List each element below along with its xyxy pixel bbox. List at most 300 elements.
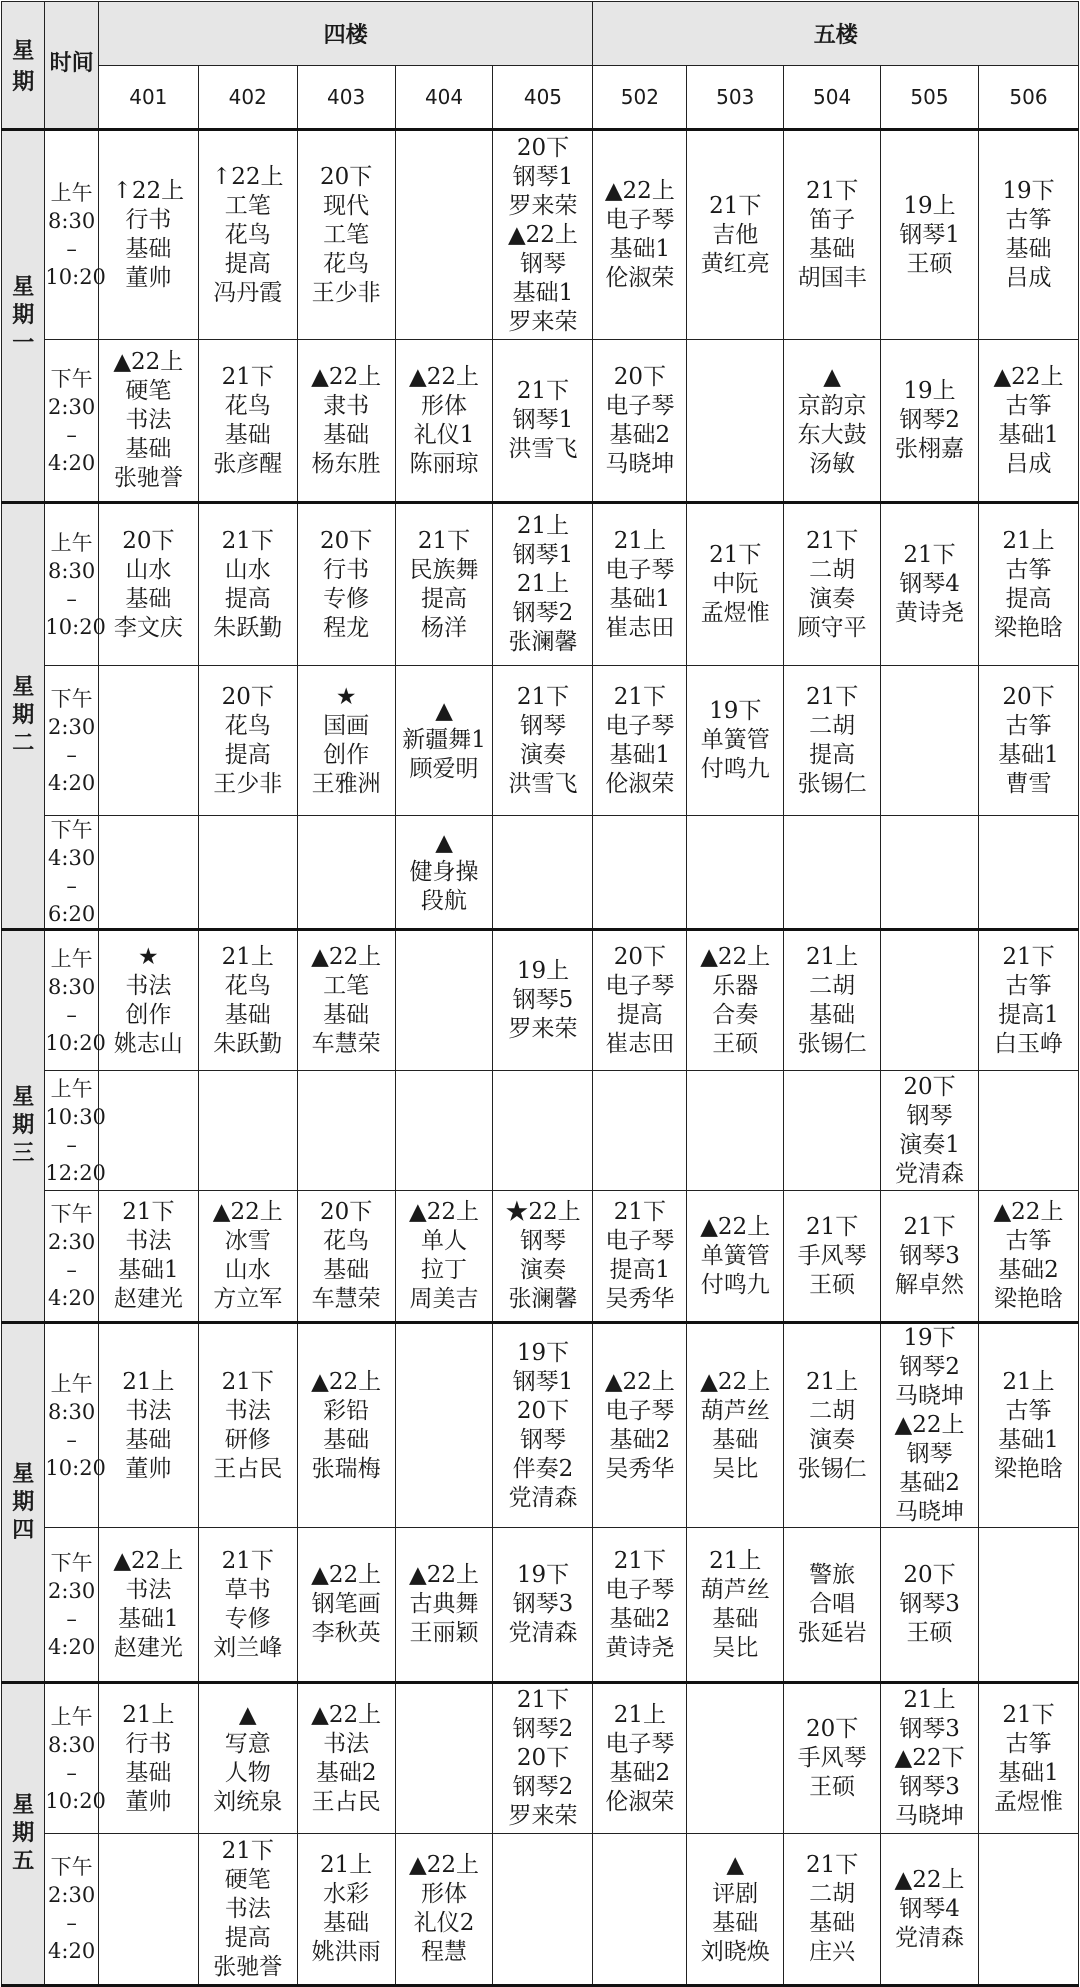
class-cell xyxy=(98,930,198,1071)
class-info-line: 形体 xyxy=(421,1881,468,1907)
class-info-line: ▲ xyxy=(238,1701,257,1728)
day-label-char: 星 xyxy=(12,675,35,700)
class-info-line: 书法 xyxy=(224,1397,271,1424)
day-header-char: 期 xyxy=(12,70,35,95)
class-cell xyxy=(395,503,493,666)
class-info-line: 基础1 xyxy=(512,279,574,306)
class-info-line: 19下 xyxy=(709,698,762,724)
class-info-line: 朱跃勤 xyxy=(213,1030,283,1057)
time-slot xyxy=(45,816,98,930)
day-column-header xyxy=(2,2,45,130)
empty-cell xyxy=(395,1683,493,1834)
class-info-line: 20下 xyxy=(613,943,666,970)
class-info-line: 花鸟 xyxy=(323,250,370,277)
class-info-line: 工笔 xyxy=(323,972,370,999)
day-label-char: 二 xyxy=(12,731,35,756)
time-line: – xyxy=(66,422,77,447)
class-cell xyxy=(784,666,881,816)
time-line: 2:30 xyxy=(48,1883,96,1907)
empty-cell xyxy=(687,340,784,503)
class-info-line: 张澜馨 xyxy=(508,1286,578,1312)
class-cell xyxy=(881,130,979,340)
class-info-line: ▲22上 xyxy=(409,1199,480,1225)
class-info-line: ▲22上 xyxy=(311,1368,382,1395)
time-line: – xyxy=(66,742,77,767)
empty-cell xyxy=(493,1834,593,1986)
class-info-line: 21上 xyxy=(613,527,666,554)
class-info-line: 工笔 xyxy=(323,221,370,248)
class-info-line: 21下 xyxy=(613,1199,666,1225)
time-slot xyxy=(45,1191,98,1323)
class-info-line: 钢琴5 xyxy=(512,987,574,1013)
time-line: 下午 xyxy=(50,1550,93,1575)
class-info-line: 二胡 xyxy=(809,972,856,999)
class-info-line: 崔志田 xyxy=(605,614,675,641)
class-info-line: 书法 xyxy=(224,1895,271,1922)
class-info-line: 提高1 xyxy=(609,1257,671,1283)
time-line: 上午 xyxy=(50,946,93,971)
class-info-line: 基础2 xyxy=(998,1257,1059,1283)
class-info-line: 基础 xyxy=(323,1257,370,1283)
class-cell xyxy=(593,1683,687,1834)
class-info-line: 21下 xyxy=(1002,943,1055,970)
class-info-line: 21下 xyxy=(805,1213,859,1240)
class-cell xyxy=(493,503,593,666)
class-cell xyxy=(784,930,881,1071)
class-info-line: 王硕 xyxy=(906,1620,953,1646)
class-info-line: 基础1 xyxy=(118,1605,179,1632)
class-info-line: 顾守平 xyxy=(797,614,867,641)
class-info-line: 刘统泉 xyxy=(213,1788,283,1815)
class-info-line: 21下 xyxy=(221,363,274,390)
class-info-line: 20下 xyxy=(805,1716,859,1742)
class-info-line: 基础 xyxy=(1005,236,1052,262)
class-info-line: 现代 xyxy=(323,192,370,219)
class-cell xyxy=(593,130,687,340)
class-info-line: 吴秀华 xyxy=(605,1455,675,1482)
day-label xyxy=(2,503,45,930)
empty-cell xyxy=(784,1071,881,1191)
class-info-line: 花鸟 xyxy=(224,221,271,248)
class-info-line: 基础 xyxy=(125,1759,172,1786)
class-info-line: 古典舞 xyxy=(409,1591,479,1617)
class-info-line: ▲22上 xyxy=(409,363,480,390)
day-label-char: 星 xyxy=(12,275,35,300)
time-line: 4:20 xyxy=(48,1634,96,1659)
empty-cell xyxy=(881,666,979,816)
class-info-line: 王少非 xyxy=(213,770,283,797)
class-info-line: 钢琴1 xyxy=(512,542,574,568)
time-line: 上午 xyxy=(50,1371,93,1396)
class-cell xyxy=(198,1528,297,1683)
class-info-line: 19上 xyxy=(903,378,956,404)
class-info-line: 电子琴 xyxy=(605,556,675,583)
class-info-line: 基础 xyxy=(125,585,172,612)
class-info-line: 手风琴 xyxy=(797,1242,867,1269)
class-info-line: 21下 xyxy=(122,1199,175,1225)
empty-cell xyxy=(978,1528,1078,1683)
class-info-line: 孟煜惟 xyxy=(700,600,770,626)
class-info-line: 电子琴 xyxy=(605,712,675,739)
class-info-line: 书法 xyxy=(125,407,172,433)
class-info-line: 钢琴 xyxy=(519,1228,566,1254)
class-info-line: ▲ xyxy=(435,698,453,724)
class-info-line: 21上 xyxy=(122,1368,175,1395)
class-cell xyxy=(198,1323,297,1528)
class-cell xyxy=(784,1323,881,1528)
class-cell xyxy=(784,130,881,340)
schedule-row xyxy=(2,1528,1079,1683)
class-info-line: 礼仪2 xyxy=(413,1910,475,1936)
class-info-line: 钢琴4 xyxy=(899,571,960,597)
day-label-char: 期 xyxy=(12,1113,35,1138)
class-info-line: 吴秀华 xyxy=(605,1286,675,1312)
class-info-line: 洪雪飞 xyxy=(508,436,578,462)
class-cell xyxy=(297,1834,395,1986)
class-info-line: 水彩 xyxy=(323,1881,370,1907)
class-info-line: 书法 xyxy=(323,1730,370,1757)
schedule-row xyxy=(2,130,1079,340)
class-info-line: ★22上 xyxy=(505,1199,581,1225)
class-cell xyxy=(593,1528,687,1683)
class-info-line: ▲22上 xyxy=(311,1701,382,1728)
class-info-line: 基础 xyxy=(125,1426,172,1453)
class-info-line: 董帅 xyxy=(125,265,172,291)
class-info-line: 钢琴1 xyxy=(512,1368,574,1395)
class-info-line: 21下 xyxy=(903,1213,956,1240)
class-info-line: 段航 xyxy=(421,887,468,914)
class-cell xyxy=(297,1323,395,1528)
class-info-line: 杨东胜 xyxy=(311,450,381,477)
class-info-line: 马晓坤 xyxy=(895,1383,964,1409)
class-info-line: 20下 xyxy=(903,1562,956,1588)
time-line: 6:20 xyxy=(48,902,96,926)
class-info-line: 基础2 xyxy=(899,1470,960,1496)
day-header-char: 星 xyxy=(12,39,35,64)
empty-cell xyxy=(593,1071,687,1191)
class-info-line: 程慧 xyxy=(421,1939,468,1965)
class-cell xyxy=(881,1834,979,1986)
class-info-line: 伦淑荣 xyxy=(605,265,675,291)
class-info-line: 形体 xyxy=(421,392,468,419)
time-line: – xyxy=(66,237,77,261)
class-info-line: 陈丽琼 xyxy=(409,450,479,477)
class-cell xyxy=(297,1683,395,1834)
schedule-row xyxy=(2,1683,1079,1834)
class-info-line: 基础2 xyxy=(609,1426,671,1453)
class-info-line: 山水 xyxy=(224,1257,271,1283)
time-line: – xyxy=(66,1911,77,1935)
class-info-line: ▲22下 xyxy=(894,1745,965,1771)
class-info-line: 彩铅 xyxy=(323,1397,370,1424)
class-info-line: 基础1 xyxy=(998,1759,1059,1786)
class-cell xyxy=(198,1683,297,1834)
class-info-line: 写意 xyxy=(224,1730,271,1757)
class-cell xyxy=(881,1528,979,1683)
class-info-line: 古筝 xyxy=(1005,712,1052,739)
time-line: 10:30 xyxy=(45,1104,106,1129)
class-info-line: 张锡仁 xyxy=(797,1455,867,1482)
class-cell xyxy=(198,1834,297,1986)
time-line: 10:20 xyxy=(45,265,106,289)
class-info-line: 钢笔画 xyxy=(311,1591,381,1617)
class-info-line: 钢琴 xyxy=(519,1426,566,1453)
empty-cell xyxy=(881,930,979,1071)
class-info-line: ★ xyxy=(335,683,357,710)
class-info-line: 付鸣九 xyxy=(700,1271,770,1298)
class-info-line: 赵建光 xyxy=(113,1286,183,1312)
empty-cell xyxy=(881,816,979,930)
class-info-line: 20下 xyxy=(516,1397,570,1424)
class-info-line: 演奏 xyxy=(809,585,856,612)
class-info-line: 张栩嘉 xyxy=(895,436,964,462)
class-info-line: ▲22上 xyxy=(409,1562,480,1588)
empty-cell xyxy=(493,816,593,930)
class-cell xyxy=(297,1528,395,1683)
class-cell xyxy=(978,1191,1078,1323)
class-info-line: 提高1 xyxy=(998,1001,1059,1028)
class-info-line: 梁艳晗 xyxy=(993,1455,1063,1482)
empty-cell xyxy=(593,816,687,930)
class-info-line: 基础 xyxy=(125,236,172,262)
class-cell xyxy=(784,1191,881,1323)
class-info-line: 二胡 xyxy=(809,1397,856,1424)
time-line: – xyxy=(66,1427,77,1452)
class-info-line: 合唱 xyxy=(809,1591,856,1617)
class-cell xyxy=(881,1323,979,1528)
class-cell xyxy=(687,666,784,816)
class-cell xyxy=(978,503,1078,666)
class-info-line: 基础 xyxy=(809,236,856,262)
class-info-line: 钢琴1 xyxy=(512,407,574,433)
class-info-line: 罗来荣 xyxy=(508,1016,578,1042)
class-info-line: 崔志田 xyxy=(605,1030,675,1057)
class-cell xyxy=(395,1834,493,1986)
class-info-line: 付鸣九 xyxy=(700,756,770,782)
class-info-line: 电子琴 xyxy=(605,1576,675,1603)
class-info-line: 20下 xyxy=(516,134,570,161)
class-info-line: ▲22上 xyxy=(311,363,382,390)
class-info-line: 钢琴3 xyxy=(512,1591,574,1617)
class-info-line: 基础 xyxy=(712,1426,759,1453)
time-line: 上午 xyxy=(50,181,93,205)
class-info-line: ▲ xyxy=(435,829,453,856)
day-label-char: 星 xyxy=(12,1793,35,1818)
class-info-line: 国画 xyxy=(323,712,370,739)
class-info-line: 演奏 xyxy=(519,741,566,768)
class-info-line: 提高 xyxy=(421,585,468,612)
class-info-line: 草书 xyxy=(224,1576,271,1603)
class-info-line: 程龙 xyxy=(323,614,370,641)
room-header: 503 xyxy=(687,66,784,130)
class-info-line: 21下 xyxy=(805,683,859,710)
class-info-line: 21上 xyxy=(805,943,859,970)
class-cell xyxy=(98,1683,198,1834)
class-cell xyxy=(687,503,784,666)
class-info-line: 张驰誉 xyxy=(113,465,183,491)
class-info-line: 王雅洲 xyxy=(311,770,381,797)
time-line: 下午 xyxy=(50,818,93,842)
class-info-line: 刘晓焕 xyxy=(700,1939,770,1965)
class-cell xyxy=(198,1191,297,1323)
class-info-line: ▲22上 xyxy=(894,1866,965,1893)
class-info-line: 21下 xyxy=(516,378,570,404)
class-info-line: 提高 xyxy=(616,1001,663,1028)
class-info-line: 钢琴2 xyxy=(899,1354,960,1380)
class-info-line: 张锡仁 xyxy=(797,770,867,797)
class-info-line: 21下 xyxy=(805,1852,859,1878)
class-info-line: 基础 xyxy=(224,421,271,448)
class-info-line: 钢琴 xyxy=(519,712,566,739)
class-cell xyxy=(297,666,395,816)
class-info-line: 书法 xyxy=(125,1228,172,1254)
class-info-line: 警旅 xyxy=(809,1562,856,1588)
schedule-row xyxy=(2,666,1079,816)
class-info-line: 21下 xyxy=(709,192,762,219)
day-label-char: 星 xyxy=(12,1085,35,1110)
class-info-line: 21下 xyxy=(805,527,859,554)
class-info-line: 吴比 xyxy=(712,1455,759,1482)
class-info-line: 京韵京 xyxy=(797,392,867,419)
class-info-line: 王硕 xyxy=(809,1774,856,1800)
empty-cell xyxy=(198,816,297,930)
class-info-line: ▲22上 xyxy=(604,1368,675,1395)
class-cell xyxy=(297,1191,395,1323)
class-info-line: 汤敏 xyxy=(809,450,856,477)
time-slot xyxy=(45,1834,98,1986)
class-info-line: ▲22上 xyxy=(700,1213,771,1240)
time-line: 8:30 xyxy=(48,1399,96,1424)
class-info-line: 曹雪 xyxy=(1005,770,1052,797)
class-cell xyxy=(687,1528,784,1683)
class-info-line: 基础1 xyxy=(998,1426,1059,1453)
empty-cell xyxy=(978,816,1078,930)
class-info-line: 20下 xyxy=(516,1745,570,1771)
class-info-line: 基础 xyxy=(712,1605,759,1632)
class-info-line: 孟煜惟 xyxy=(993,1788,1063,1815)
time-line: 10:20 xyxy=(45,1455,106,1480)
class-cell xyxy=(881,1191,979,1323)
empty-cell xyxy=(687,1683,784,1834)
class-info-line: 民族舞 xyxy=(409,556,479,583)
time-line: 下午 xyxy=(50,686,93,711)
empty-cell xyxy=(98,1071,198,1191)
class-cell xyxy=(593,930,687,1071)
class-info-line: 方立军 xyxy=(213,1286,283,1312)
class-info-line: 21下 xyxy=(903,542,956,568)
class-info-line: 董帅 xyxy=(125,1788,172,1815)
class-cell xyxy=(395,1528,493,1683)
class-cell xyxy=(687,1323,784,1528)
class-info-line: 基础2 xyxy=(315,1759,377,1786)
class-info-line: 张澜馨 xyxy=(508,629,578,655)
day-label-char: 期 xyxy=(12,703,35,728)
class-info-line: 21下 xyxy=(221,1547,274,1574)
class-info-line: 葫芦丝 xyxy=(700,1397,770,1424)
class-info-line: 基础1 xyxy=(609,236,671,262)
class-info-line: 钢琴1 xyxy=(512,163,574,190)
class-info-line: 专修 xyxy=(323,585,370,612)
class-cell xyxy=(687,1834,784,1986)
class-info-line: 行书 xyxy=(125,207,172,233)
class-info-line: 手风琴 xyxy=(797,1745,867,1771)
class-info-line: 研修 xyxy=(224,1426,271,1453)
room-header: 506 xyxy=(978,66,1078,130)
class-cell xyxy=(198,340,297,503)
class-info-line: 张瑞梅 xyxy=(311,1455,381,1482)
room-header: 405 xyxy=(493,66,593,130)
class-info-line: ▲22上 xyxy=(113,1547,184,1574)
empty-cell xyxy=(395,1071,493,1191)
class-info-line: 单簧管 xyxy=(700,727,770,753)
class-info-line: 冰雪 xyxy=(224,1228,271,1254)
class-cell xyxy=(493,130,593,340)
class-info-line: 李秋英 xyxy=(311,1620,381,1646)
class-info-line: 评剧 xyxy=(712,1881,759,1907)
time-line: 4:20 xyxy=(48,1286,96,1310)
class-info-line: 党清森 xyxy=(508,1484,578,1511)
class-info-line: 21上 xyxy=(122,1701,175,1728)
class-info-line: 硬笔 xyxy=(125,378,172,404)
class-info-line: 19下 xyxy=(516,1562,570,1588)
class-info-line: 张驰誉 xyxy=(213,1953,283,1980)
class-info-line: 演奏 xyxy=(519,1257,566,1283)
floor-header-5: 五楼 xyxy=(593,2,1079,66)
class-cell xyxy=(784,1683,881,1834)
class-info-line: 21下 xyxy=(805,178,859,204)
class-info-line: 提高 xyxy=(1005,585,1052,612)
class-info-line: 伴奏2 xyxy=(512,1455,574,1482)
class-info-line: 王硕 xyxy=(712,1030,759,1057)
class-info-line: 电子琴 xyxy=(605,1397,675,1424)
class-cell xyxy=(687,130,784,340)
class-info-line: 梁艳晗 xyxy=(993,614,1063,641)
class-info-line: 笛子 xyxy=(809,207,856,233)
class-info-line: 21下 xyxy=(1002,1701,1055,1728)
class-info-line: 19下 xyxy=(1002,178,1055,204)
time-line: 2:30 xyxy=(48,394,96,419)
schedule-row xyxy=(2,1834,1079,1986)
class-info-line: 书法 xyxy=(125,972,172,999)
class-cell xyxy=(98,1323,198,1528)
class-info-line: 钢琴3 xyxy=(899,1774,960,1800)
class-info-line: 王少非 xyxy=(311,279,381,306)
class-info-line: 花鸟 xyxy=(224,712,271,739)
class-info-line: 庄兴 xyxy=(809,1939,856,1965)
class-info-line: 吕成 xyxy=(1005,450,1052,477)
time-slot xyxy=(45,503,106,666)
class-info-line: 21上 xyxy=(613,1701,666,1728)
class-cell xyxy=(978,130,1078,340)
class-info-line: 基础 xyxy=(323,1910,370,1936)
class-cell xyxy=(297,340,395,503)
schedule-row xyxy=(2,503,1079,666)
class-info-line: ↑22上 xyxy=(112,178,185,204)
class-cell xyxy=(395,816,493,930)
class-cell xyxy=(297,930,395,1071)
time-line: – xyxy=(66,1606,77,1631)
class-info-line: 书法 xyxy=(125,1397,172,1424)
class-info-line: 电子琴 xyxy=(605,392,675,419)
time-line: 2:30 xyxy=(48,1230,96,1254)
class-info-line: 葫芦丝 xyxy=(700,1576,770,1603)
time-slot xyxy=(45,666,98,816)
empty-cell xyxy=(98,666,198,816)
class-cell xyxy=(881,340,979,503)
class-cell xyxy=(98,1191,198,1323)
empty-cell xyxy=(978,1834,1078,1986)
class-info-line: 冯丹霞 xyxy=(213,279,283,306)
